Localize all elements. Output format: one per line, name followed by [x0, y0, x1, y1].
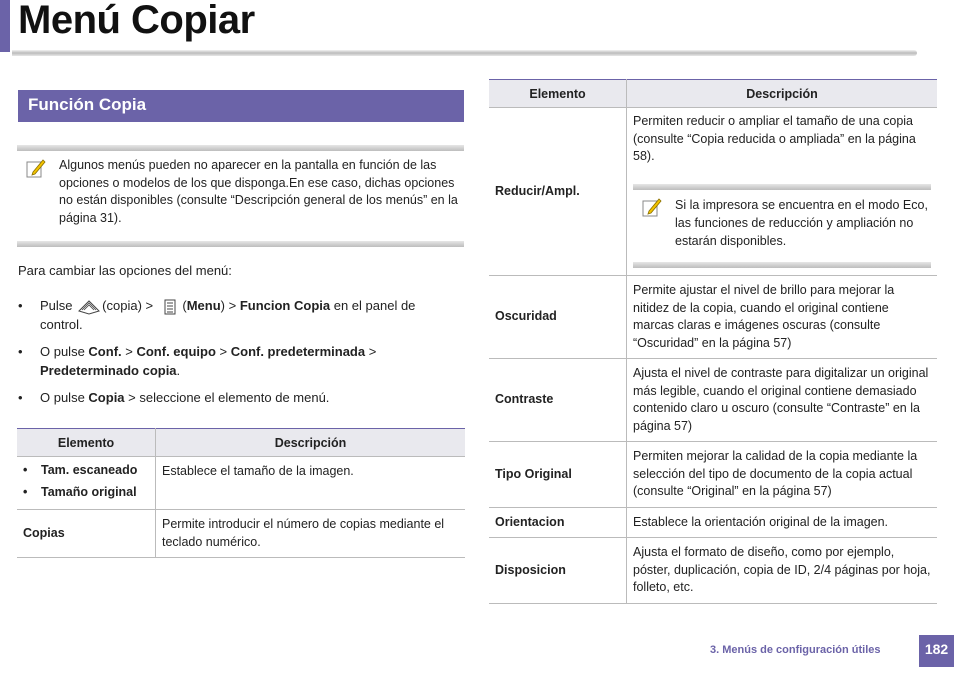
row-description: Establece la orientación original de la imagen.	[627, 507, 938, 538]
title-divider	[12, 50, 917, 56]
footer-chapter-label: 3. Menús de configuración útiles	[710, 644, 881, 656]
intro-text: Para cambiar las opciones del menú:	[18, 263, 232, 278]
note-bottom-bar	[633, 262, 931, 268]
col-header-descripcion: Descripción	[627, 80, 938, 108]
row-element: Tipo Original	[489, 442, 627, 508]
step-1-menu: Menu	[186, 298, 221, 313]
note-box	[17, 145, 464, 247]
step-3-opulse: O pulse	[40, 390, 89, 405]
step-2-equipo: Conf. equipo	[136, 344, 216, 359]
list-item: • Tam. escaneado	[23, 463, 138, 477]
row-description: Permiten reducir o ampliar el tamaño de una copia (consulte “Copia reducida o ampliada” en la página 58).	[633, 114, 916, 163]
table-row	[489, 359, 937, 442]
col-header-elemento: Elemento	[17, 429, 156, 457]
item-tam-escaneado: Tam. escaneado	[41, 463, 138, 477]
row-description: Ajusta el formato de diseño, como por ejemplo, póster, duplicación, copia de ID, 2/4 páginas por hoja, folleto, etc.	[627, 538, 938, 604]
step-1-funcion: Funcion Copia	[239, 298, 331, 313]
bullet-dot: •	[18, 344, 23, 359]
row-element: Contraste	[489, 359, 627, 442]
bullet-dot: •	[18, 298, 23, 313]
row-description: Permite ajustar el nivel de brillo para mejorar la nitidez de la copia, cuando el original contiene marcas claras e imágenes oscuras (consulte “Oscuridad” en la página 57)	[627, 276, 938, 359]
row-description-cell	[627, 108, 938, 276]
inner-note-text: Si la impresora se encuentra en el modo Eco, las funciones de reducción y ampliación no estarán disponibles.	[675, 197, 928, 248]
row-description: Ajusta el nivel de contraste para digitalizar un original más legible, cuando el original contiene demasiado contenido claro u oscuro (consulte “Contraste” en la página 57)	[627, 359, 938, 442]
step-3-rest: > seleccione el elemento de menú.	[124, 390, 330, 405]
col-header-elemento: Elemento	[489, 80, 627, 108]
table-row	[17, 457, 465, 510]
inner-note-box	[633, 184, 931, 268]
row-description: Permite introducir el número de copias mediante el teclado numérico.	[156, 510, 466, 558]
copy-icon	[76, 299, 102, 315]
row-element: Oscuridad	[489, 276, 627, 359]
table-header-row	[489, 80, 937, 108]
table-row	[489, 276, 937, 359]
row-element-cell	[17, 457, 156, 510]
note-pencil-icon	[25, 157, 47, 179]
step-3-copia: Copia	[88, 390, 125, 405]
step-1-body	[40, 297, 458, 334]
note-pencil-icon	[641, 196, 663, 218]
step-2-predcopia: Predeterminado copia	[40, 362, 177, 378]
step-2-opulse: O pulse	[40, 344, 89, 359]
note-top-bar	[17, 145, 464, 151]
note-text: Algunos menús pueden no aparecer en la pantalla en función de las opciones o modelos de los que disponga.En ese caso, dichas opciones no están disponibles (consulte “Descripción general de los menús” en la página 31).	[59, 158, 458, 225]
step-2-gt1: >	[121, 344, 137, 359]
row-description: Establece el tamaño de la imagen.	[156, 457, 466, 510]
step-2-predet: Conf. predeterminada	[230, 344, 366, 359]
list-item: • Tamaño original	[23, 485, 137, 499]
table-row	[489, 108, 937, 276]
step-3-body	[40, 389, 458, 408]
item-tamano-original: Tamaño original	[41, 485, 137, 499]
note-bottom-bar	[17, 241, 464, 247]
step-2-body	[40, 343, 458, 380]
bullet-dot: •	[18, 390, 23, 405]
step-2-dot: .	[176, 362, 181, 378]
row-element: Copias	[17, 510, 156, 558]
row-element: Disposicion	[489, 538, 627, 604]
row-description: Permiten mejorar la calidad de la copia mediante la selección del tipo de documento de la copia actual (consulte “Original” en la página 57)	[627, 442, 938, 508]
step-1-paren: (	[182, 298, 187, 313]
section-header	[18, 90, 464, 122]
page-number: 182	[919, 635, 954, 667]
step-2-conf: Conf.	[88, 344, 122, 359]
step-1-copia: (copia) >	[102, 298, 154, 313]
page-title: Menú Copiar	[18, 0, 255, 42]
note-top-bar	[633, 184, 931, 190]
step-1-rest: en el panel de control.	[40, 298, 416, 332]
right-options-table	[489, 79, 937, 604]
table-row	[489, 507, 937, 538]
table-row	[489, 538, 937, 604]
menu-icon	[161, 299, 179, 315]
step-2-gt2: >	[215, 344, 231, 359]
table-row	[17, 510, 465, 558]
col-header-descripcion: Descripción	[156, 429, 466, 457]
left-options-table	[17, 428, 465, 558]
table-row	[489, 442, 937, 508]
row-element: Reducir/Ampl.	[489, 108, 627, 276]
row-element: Orientacion	[489, 507, 627, 538]
step-2-gt3: >	[365, 344, 377, 359]
title-accent-bar	[0, 0, 10, 52]
table-header-row	[17, 429, 465, 457]
step-1-pulse: Pulse	[40, 298, 73, 313]
section-title: Función Copia	[28, 95, 147, 114]
step-1-paren-close: ) >	[220, 298, 237, 313]
